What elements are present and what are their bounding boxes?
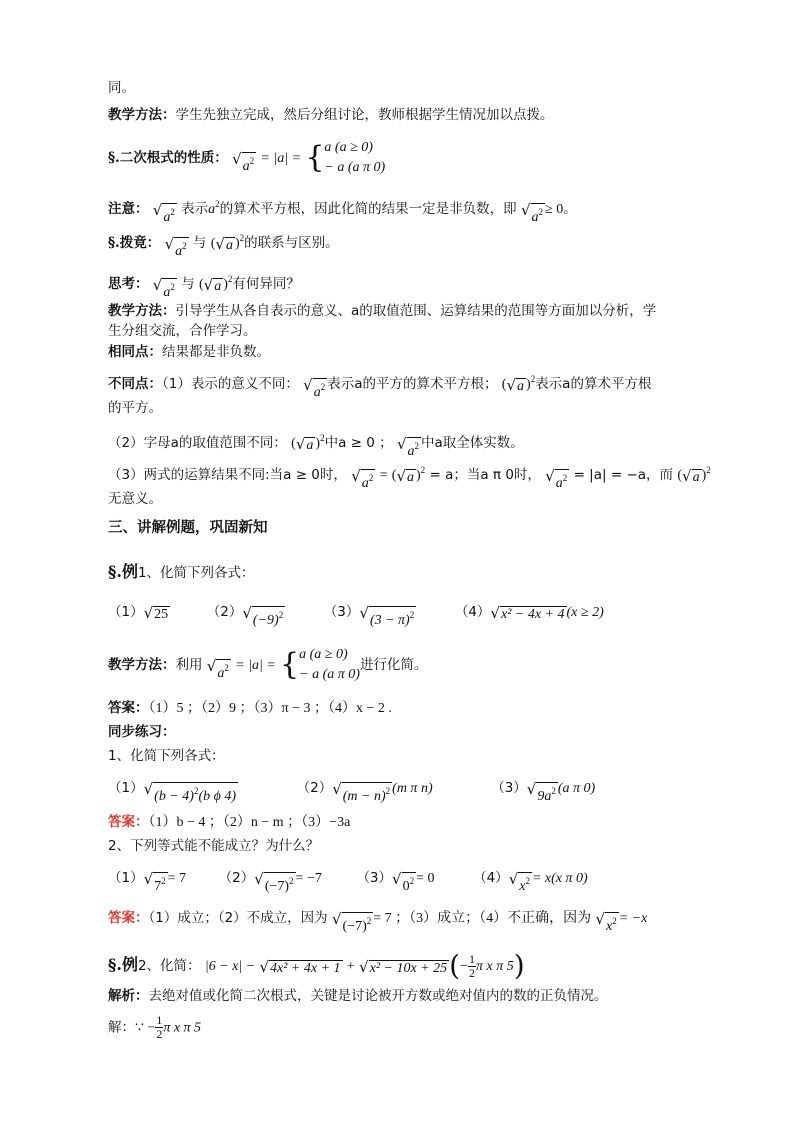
teaching-method-1: 教学方法：学生先独立完成，然后分组讨论，教师根据学生情况加以点拨。 [108,107,554,123]
analysis: 解析：去绝对值或化简二次根式，关键是讨论被开方数或绝对值内的数的正负情况。 [108,988,608,1004]
same-point: 相同点：结果都是非负数。 [108,344,270,360]
piecewise: { a (a ≥ 0) − a (a π 0) [305,140,386,175]
practice-2: 2、下列等式能不能成立？为什么？ [108,838,320,854]
text-line: 无意义。 [108,491,162,507]
text-line: 生分组交流，合作学习。 [108,323,257,339]
sqrt-a2: √ $a^2$ [232,150,255,174]
difference-3: （3）两式的运算结果不同:当a ≥ 0时， √ $a^2$ = ( √ a )$^2$ = a；当a π 0时， √ $a^2$ = |a| = −a，而 ( √ a )$^2$ [108,465,711,491]
teaching-method-3: 教学方法：利用 √ $a^2$ = |a| = { a (a ≥ 0) − a (a π 0) 进行化简。 [108,647,428,682]
text-line: 同。 [108,80,135,96]
answer-2: 答案：（1）b − 4 ；（2）n − m ；（3）−3a [108,814,351,830]
practice-2-items: （1） √ $7^2$ = 7 （2） √ $(-7)^2$ = −7 （3） √ $0^2$ = 0 （4） √ $x^2$ = x(x π 0) [108,870,588,894]
answer-3: 答案：（1）成立；（2）不成立，因为 √ $(-7)^2$ = 7 ；（3）成立；（4）不正确，因为 √ $x^2$ = −x [108,910,648,934]
teaching-method-2: 教学方法：引导学生从各自表示的意义、a的取值范围、运算结果的范围等方面加以分析，学 [108,303,657,319]
note-line: 注意： √ $a^2$ 表示$a^2$的算术平方根，因此化简的结果一定是非负数，即 √ $a^2$ ≥ 0。 [108,199,577,225]
answer-1: 答案：（1）5 ；（2）9 ；（3）π − 3 ；（4）x − 2 . [108,700,392,716]
section-heading: 三、讲解例题，巩固新知 [108,520,268,536]
text-line: 的平方。 [108,400,162,416]
sync-practice-label: 同步练习： [108,724,176,740]
difference-1: 不同点：（1）表示的意义不同： √ $a^2$ 表示a的平方的算术平方根； ( √ a )$^2$表示a的算术平方根 [108,374,652,400]
comparison-line: §.拨竟： √ $a^2$ 与 ( √ a )$^2$的联系与区别。 [108,233,339,259]
solution: 解：∵ − $\frac{1}{2}$ π x π 5 [108,1013,202,1041]
label: 教学方法： [108,107,176,123]
example-1-items: （1） √ 25 （2） √ $(-9)^2$ （3） √ $(3 - \pi)^2$ （4） √ x² − 4x + 4 (x ≥ 2) [108,604,604,628]
think-line: 思考： √ $a^2$ 与 ( √ a )$^2$有何异同？ [108,274,300,300]
property-formula: §.二次根式的性质： √ $a^2$ = |a| = { a (a ≥ 0) − a (a π 0) [108,138,385,178]
difference-2: （2）字母a的取值范围不同： ( √ a )$^2$中a ≥ 0 ； √ $a^2$ 中a取全体实数。 [108,433,524,459]
practice-1-items: （1） √ $(b - 4)^2(b$ ϕ 4) （2） √ $(m - n)^2$ (m π n) （3） √ $9a^2$ (a π 0) [108,780,596,804]
example-2: §.例2、化简： |6 − x| − √ 4x² + 4x + 1 + √ x² − 10x + 25 (− $\frac{1}{2}$ π x π 5) [108,949,525,982]
practice-1: 1、化简下列各式： [108,748,225,764]
example-1: §.例1、化简下列各式： [108,562,255,581]
